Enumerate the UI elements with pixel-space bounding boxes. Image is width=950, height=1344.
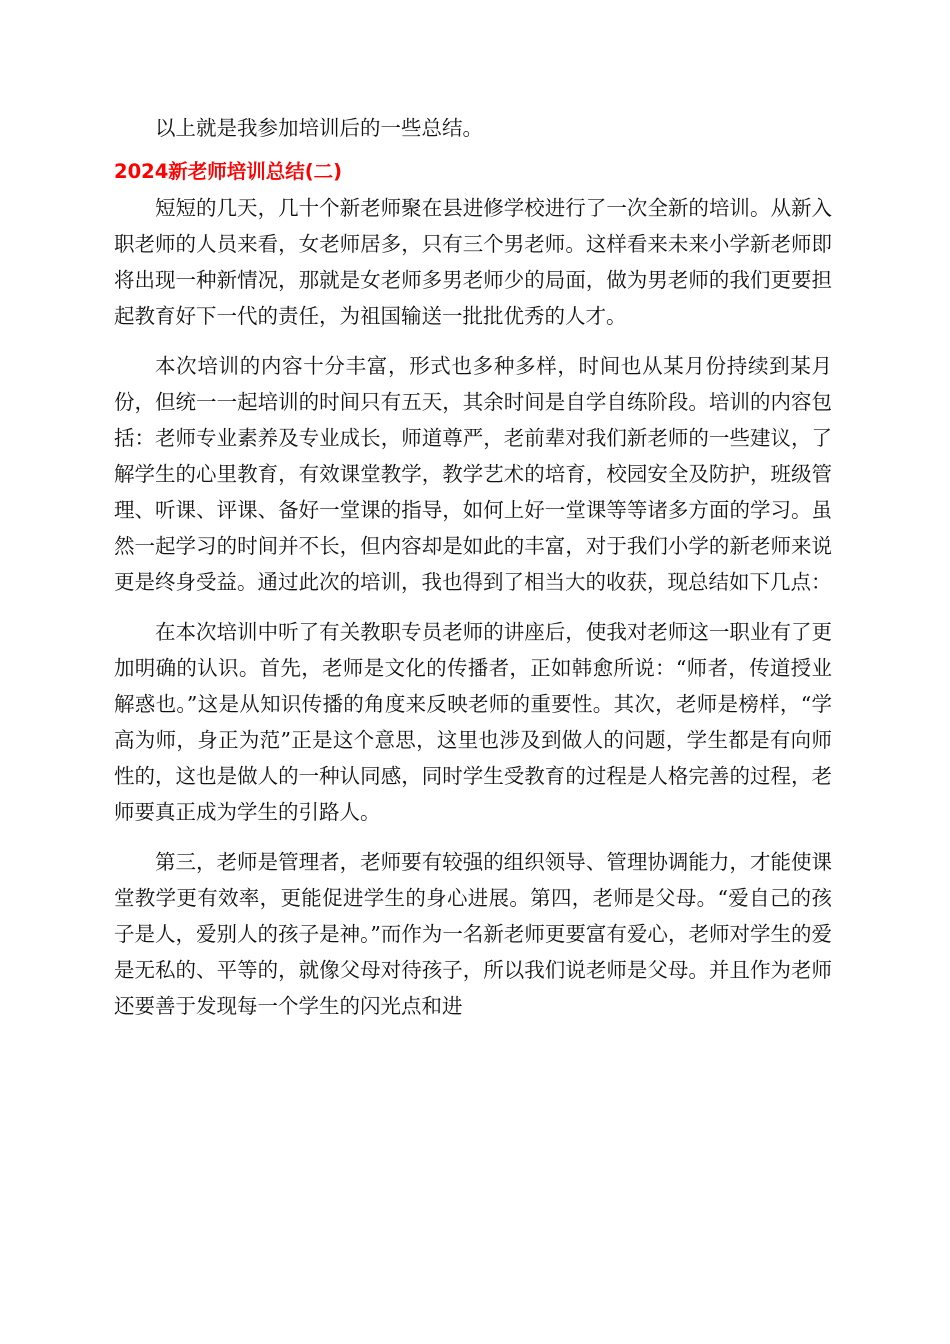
paragraph-1: 短短的几天，几十个新老师聚在县进修学校进行了一次全新的培训。从新入职老师的人员来看，女老师居多，只有三个男老师。这样看来未来小学新老师即将出现一种新情况，那就是女老师多男老师少的局面，做为男老师的我们更要担起教育好下一代的责任，为祖国输送一批批优秀的人才。 — [114, 196, 832, 328]
paragraph-2: 本次培训的内容十分丰富，形式也多种多样，时间也从某月份持续到某月份，但统一一起培训的时间只有五天，其余时间是自学自练阶段。培训的内容包括：老师专业素养及专业成长，师道尊严，老前辈对我们新老师的一些建议，了解学生的心里教育，有效课堂教学，教学艺术的培育，校园安全及防护，班级管理、听课、评课、备好一堂课的指导，如何上好一堂课等等诸多方面的学习。虽然一起学习的时间并不长，但内容却是如此的丰富，对于我们小学的新老师来说更是终身受益。通过此次的培训，我也得到了相当大的收获，现总结如下几点： — [114, 354, 832, 594]
intro-paragraph: 以上就是我参加培训后的一些总结。 — [155, 116, 483, 140]
section-heading: 2024新老师培训总结(二) — [114, 160, 343, 183]
paragraph-3: 在本次培训中听了有关教职专员老师的讲座后，使我对老师这一职业有了更加明确的认识。首先，老师是文化的传播者，正如韩愈所说：“师者，传道授业解惑也。”这是从知识传播的角度来反映老师的重要性。其次，老师是榜样，“学高为师，身正为范”正是这个意思，这里也涉及到做人的问题，学生都是有向师性的，这也是做人的一种认同感，同时学生受教育的过程是人格完善的过程，老师要真正成为学生的引路人。 — [114, 620, 832, 824]
paragraph-4: 第三，老师是管理者，老师要有较强的组织领导、管理协调能力，才能使课堂教学更有效率，更能促进学生的身心进展。第四，老师是父母。“爱自己的孩子是人，爱别人的孩子是神。”而作为一名新老师更要富有爱心，老师对学生的爱是无私的、平等的，就像父母对待孩子，所以我们说老师是父母。并且作为老师还要善于发现每一个学生的闪光点和进 — [114, 850, 832, 1018]
document-body — [114, 110, 832, 1038]
